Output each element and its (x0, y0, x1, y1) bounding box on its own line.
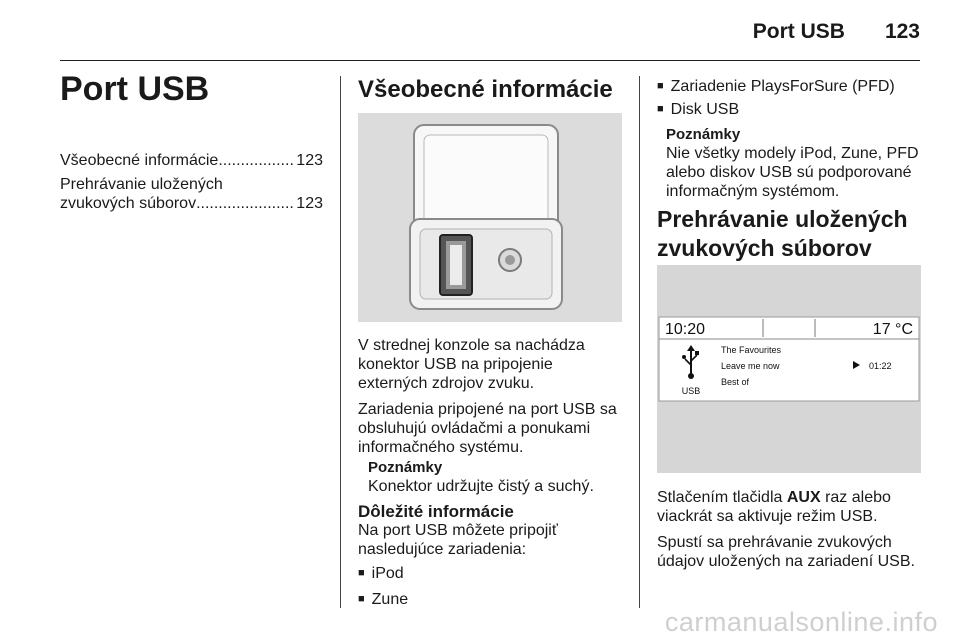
note-connector (368, 459, 638, 496)
device-list-item: ■ iPod (358, 564, 633, 585)
toc-entry-playback[interactable] (60, 175, 323, 213)
aux-key-label: AUX (786, 489, 821, 506)
subsection-title: Dôležité informácie (358, 502, 514, 521)
usb-port-illustration (358, 113, 622, 322)
text-line: externých zdrojov zvuku. (358, 375, 535, 392)
device-list-item: ■ Disk USB (657, 100, 937, 121)
section-title-playback (657, 205, 932, 263)
section-title-general: Všeobecné informácie (358, 76, 613, 103)
text-line: Spustí sa prehrávanie zvukových (657, 534, 892, 551)
toc-entry-label: Všeobecné informácie (60, 152, 219, 169)
text-line: Zariadenia pripojené na port USB sa (358, 401, 617, 418)
text-line: obsluhujú ovládačmi a ponukami (358, 420, 591, 437)
device-list-continued (657, 77, 937, 121)
audio-display-illustration (657, 265, 921, 473)
header-rule (60, 60, 920, 61)
display-temperature: 17 °C (872, 321, 913, 338)
note-title: Poznámky (666, 126, 741, 143)
display-track: Leave me now (721, 361, 780, 371)
device-list-item: ■ Zariadenie PlaysForSure (PFD) (657, 77, 937, 98)
text-line: viackrát sa aktivuje režim USB. (657, 508, 878, 525)
text-line (657, 488, 937, 507)
toc-entry-general[interactable] (60, 151, 323, 170)
watermark: carmanualsonline.info (664, 607, 938, 637)
toc-entry-page: 123 (296, 152, 323, 169)
column-divider-2 (639, 76, 640, 608)
text-line: alebo diskov USB sú podporované (666, 164, 912, 181)
text-line: konektor USB na pripojenie (358, 356, 553, 373)
note-title: Poznámky (368, 459, 443, 476)
display-usb-label: USB (681, 386, 701, 396)
toc-entry-label: Prehrávanie uložených (60, 176, 223, 193)
text-line: V strednej konzole sa nachádza (358, 337, 585, 354)
note-text: Konektor udržujte čistý a suchý. (368, 478, 594, 495)
text-line: údajov uložených na zariadení USB. (657, 553, 915, 570)
running-header (753, 20, 920, 44)
text-line: nasledujúce zariadenia: (358, 541, 527, 558)
device-list-item: ■ Zune (358, 590, 633, 611)
toc-entry-label: zvukových súborov (60, 195, 197, 212)
toc-entry-page: 123 (296, 195, 323, 212)
section-title-line: zvukových súborov (657, 235, 872, 261)
display-elapsed-time: 01:22 (869, 361, 892, 371)
text-line: Na port USB môžete pripojiť (358, 522, 558, 539)
chapter-title: Port USB (60, 70, 210, 108)
section-title-line: Prehrávanie uložených (657, 206, 908, 232)
display-track: The Favourites (721, 345, 782, 355)
display-time: 10:20 (665, 321, 706, 338)
playback-text (657, 488, 937, 571)
text-line: informačného systému. (358, 439, 524, 456)
text-line: informačným systémom. (666, 183, 840, 200)
text-fragment: raz alebo (820, 489, 891, 506)
important-info (358, 502, 633, 611)
note-compatibility (666, 126, 936, 201)
display-track: Best of (721, 377, 750, 387)
general-intro (358, 336, 633, 457)
header-section: Port USB (752, 20, 845, 43)
column-divider-1 (340, 76, 341, 608)
header-page-number: 123 (884, 20, 920, 43)
text-line: Nie všetky modely iPod, Zune, PFD (666, 145, 919, 162)
text-fragment: Stlačením tlačidla (657, 489, 787, 506)
